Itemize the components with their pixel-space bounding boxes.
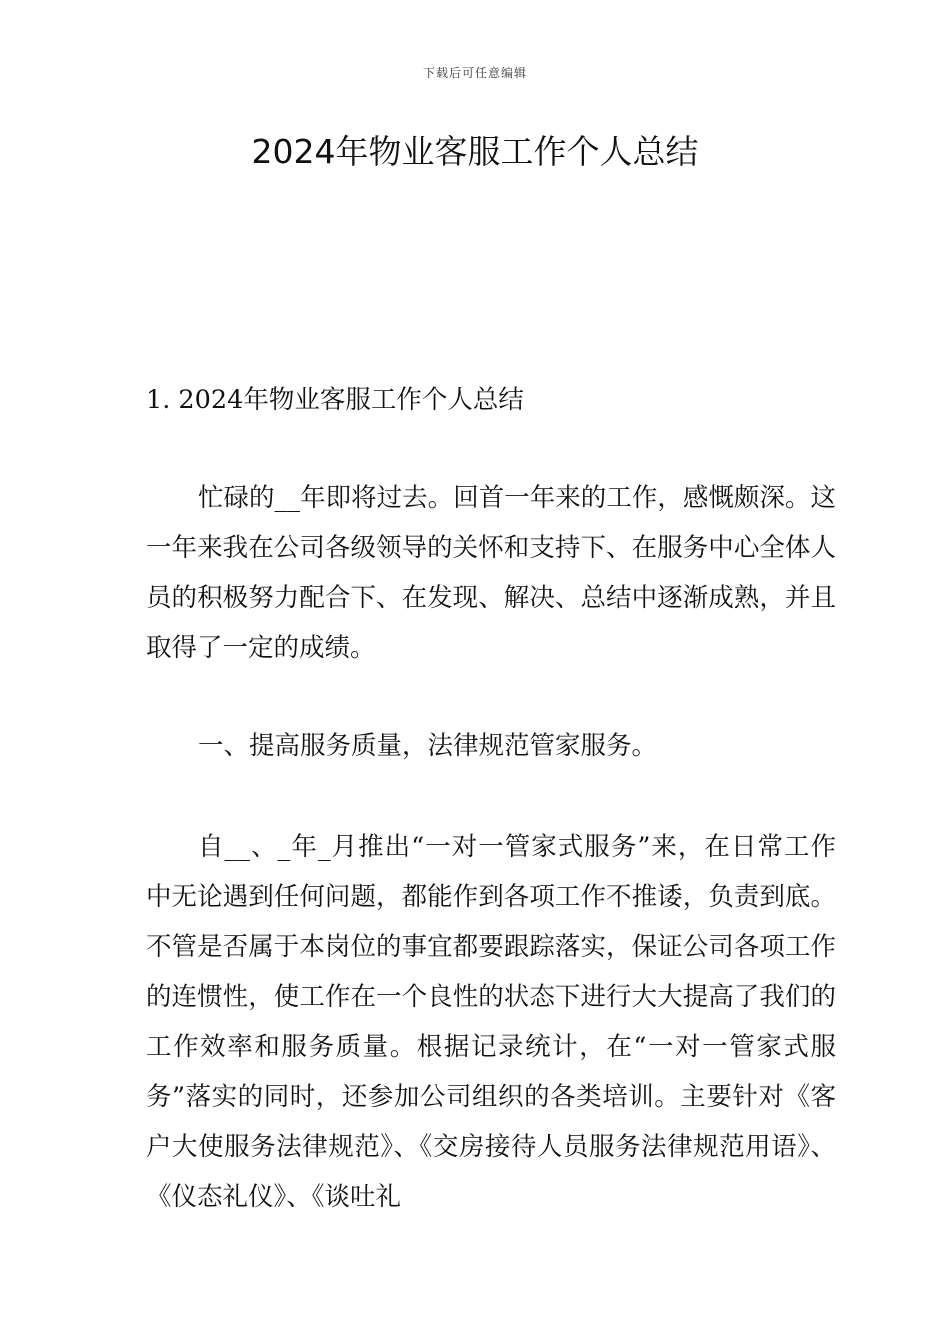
paragraph-subheading: 一、提高服务质量，法律规范管家服务。 xyxy=(198,731,658,761)
paragraph-intro: 忙碌的__年即将过去。回首一年来的工作，感慨颇深。这一年来我在公司各级领导的关怀和支持下、在服务中心全体人员的积极努力配合下、在发现、解决、总结中逐渐成熟，并且取得了一定的成绩。 xyxy=(146,483,836,663)
paragraph-body: 自__、_年_月推出“一对一管家式服务”来，在日常工作中无论遇到任何问题，都能作到各项工作不推诿，负责到底。不管是否属于本岗位的事宜都要跟踪落实，保证公司各项工作的连惯性，使工作在一个良性的状态下进行大大提高了我们的工作效率和服务质量。根据记录统计，在“一对一管家式服务”落实的同时，还参加公司组织的各类培训。主要针对《客户大使服务法律规范》、《交房接待人员服务法律规范用语》、《仪态礼仪》、《谈吐礼 xyxy=(146,832,836,1212)
document-title: 2024年物业客服工作个人总结 xyxy=(251,132,699,171)
header-note: 下载后可任意编辑 xyxy=(422,66,527,80)
section-heading: 1. 2024年物业客服工作个人总结 xyxy=(146,385,524,415)
